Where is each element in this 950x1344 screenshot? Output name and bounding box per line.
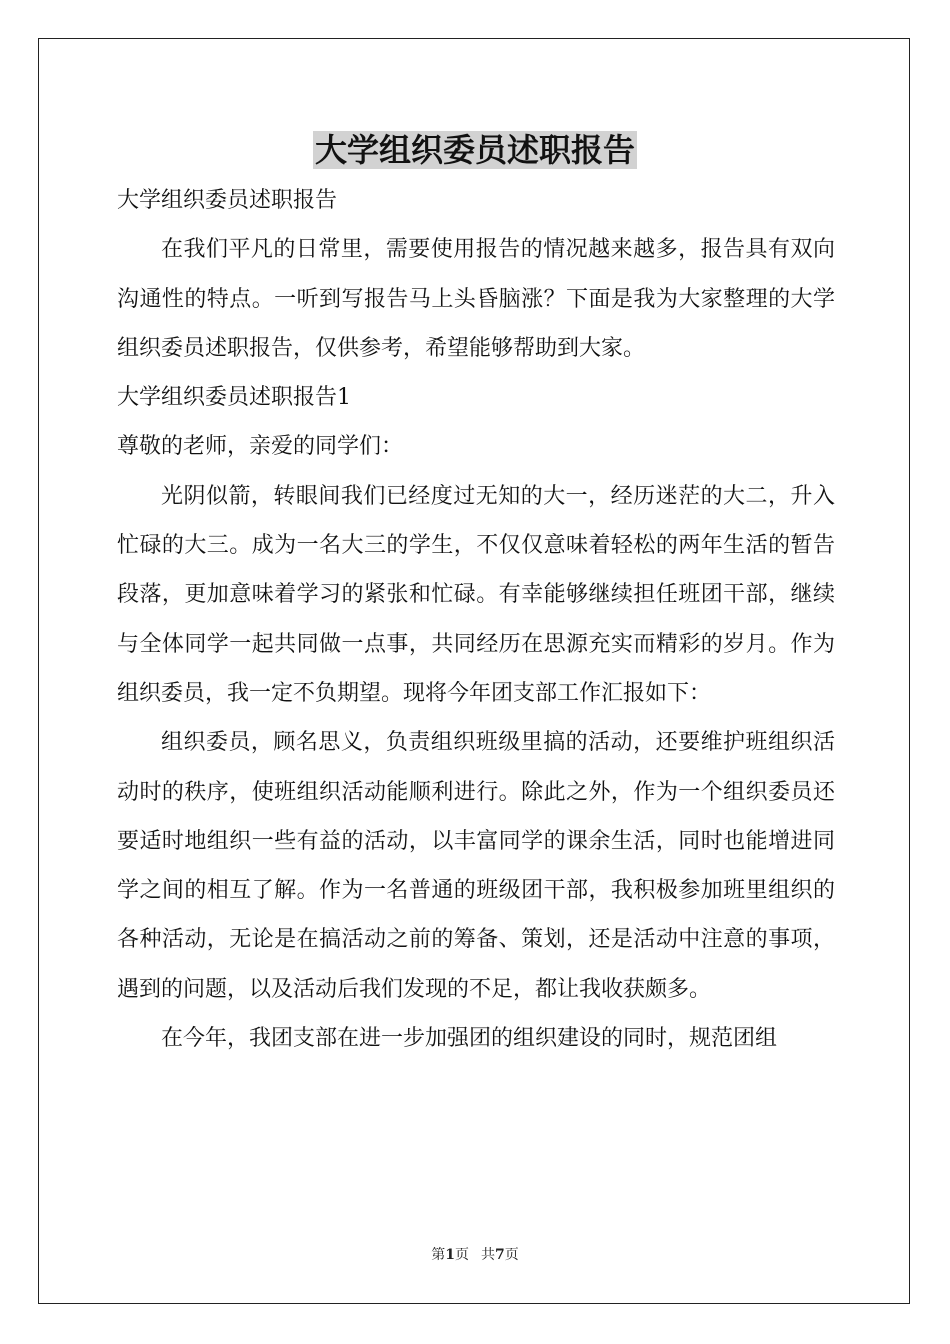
total-pages: 7 [495,1247,505,1263]
document-subtitle: 大学组织委员述职报告 [117,188,338,213]
body-paragraph: 在今年，我团支部在进一步加强团的组织建设的同时，规范团组 [161,1026,778,1052]
section-heading: 大学组织委员述职报告1 [117,385,351,411]
greeting-line: 尊敬的老师，亲爱的同学们： [117,434,404,460]
intro-paragraph: 在我们平凡的日常里，需要使用报告的情况越来越多，报告具有双向沟通性的特点。一听到写报告马上头昏脑涨？下面是我为大家整理的大学组织委员述职报告，仅供参考，希望能够帮助到大家。 [117,237,835,361]
page-prefix: 第 [431,1247,446,1263]
document-title-text: 大学组织委员述职报告 [314,131,635,169]
document-title [0,128,950,172]
body-paragraph: 光阴似箭，转眼间我们已经度过无知的大一，经历迷茫的大二，升入忙碌的大三。成为一名大三的学生，不仅仅意味着轻松的两年生活的暂告段落，更加意味着学习的紧张和忙碌。有幸能够继续担任班团干部，继续与全体同学一起共同做一点事，共同经历在思源充实而精彩的岁月。作为组织委员，我一定不负期望。现将今年团支部工作汇报如下： [117,483,835,706]
total-prefix: 共 [481,1247,495,1263]
total-suffix: 页 [504,1247,519,1263]
body-paragraph: 组织委员，顾名思义，负责组织班级里搞的活动，还要维护班组织活动时的秩序，使班组织活动能顺利进行。除此之外，作为一个组织委员还要适时地组织一些有益的活动，以丰富同学的课余生活，同时也能增进同学之间的相互了解。作为一名普通的班级团干部，我积极参加班里组织的各种活动，无论是在搞活动之前的筹备、策划，还是活动中注意的事项，遇到的问题，以及活动后我们发现的不足，都让我收获颇多。 [117,730,835,1002]
page-footer [0,1245,950,1265]
document-body [117,176,835,1063]
page-number: 1 [445,1247,455,1263]
page-suffix: 页 [455,1247,469,1263]
